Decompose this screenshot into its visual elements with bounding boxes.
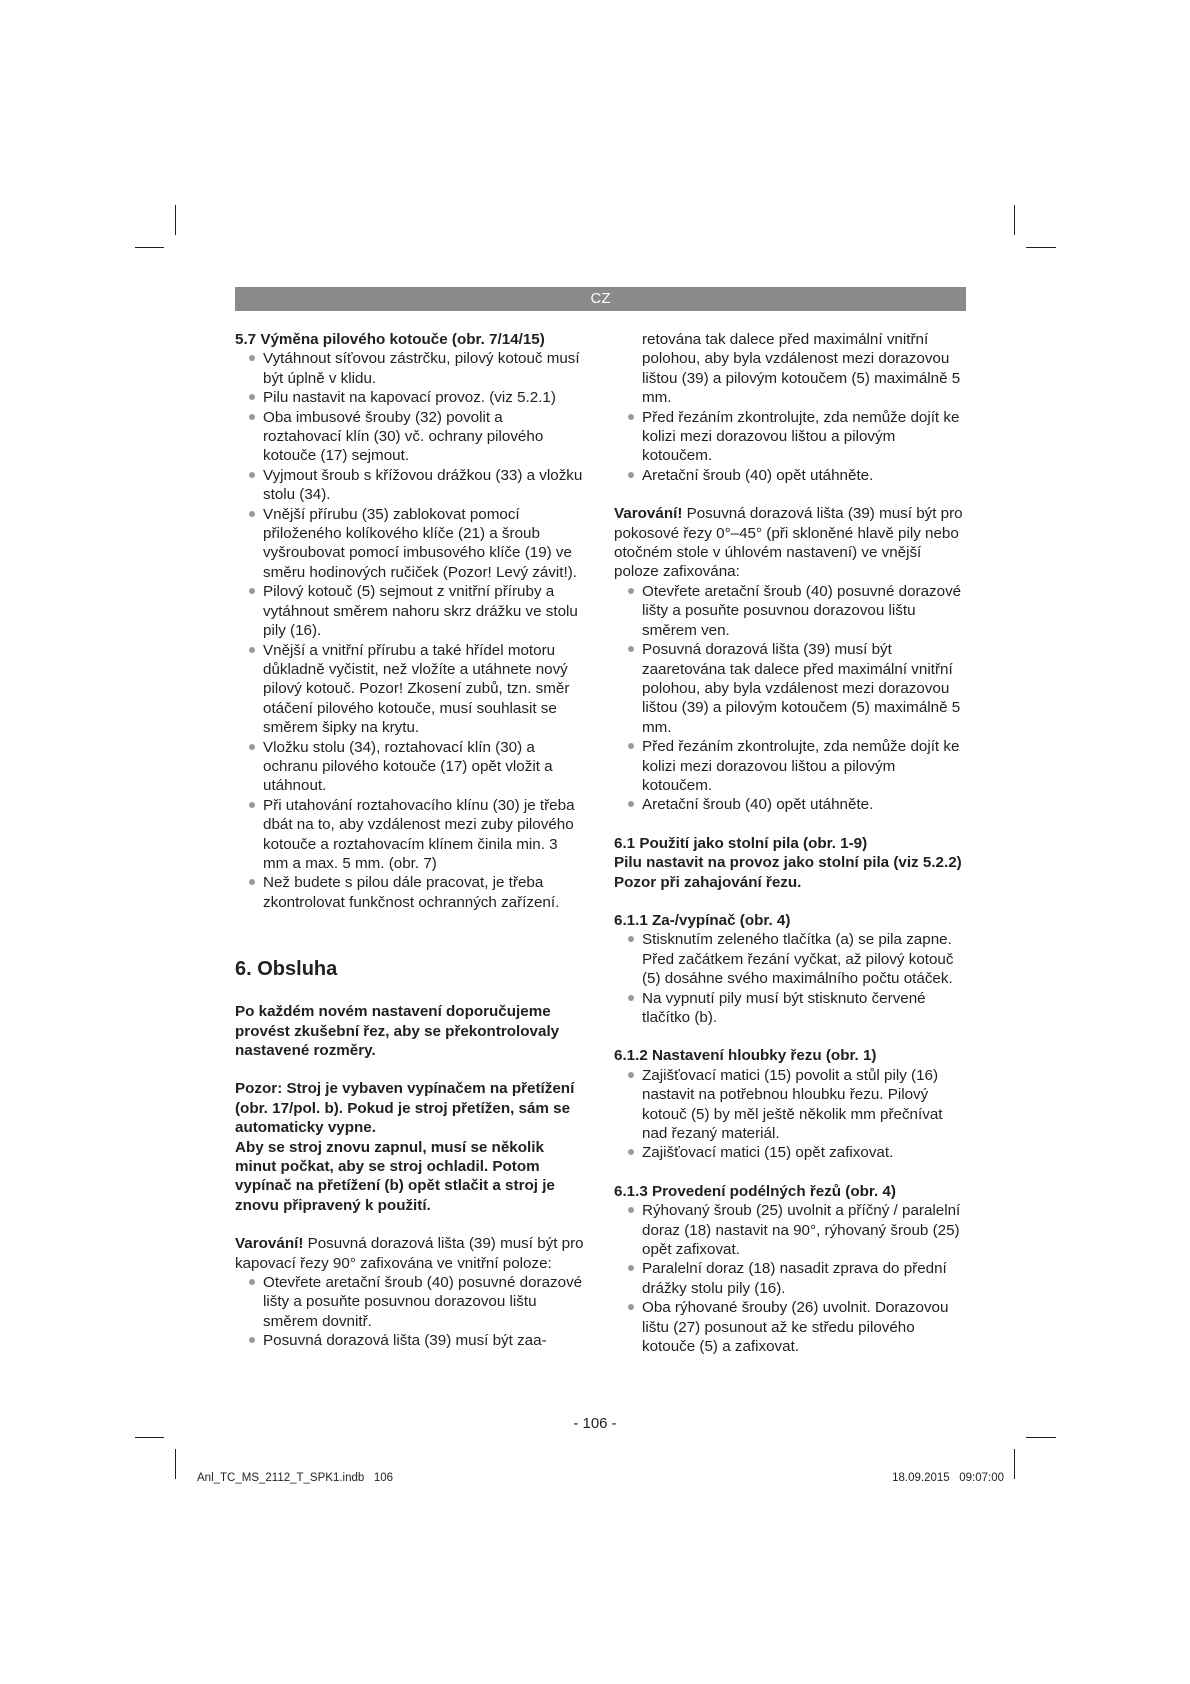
page-number: - 106 - [573,1415,617,1432]
list-item: Vyjmout šroub s křížovou drážkou (33) a vložku stolu (34). [235,466,585,505]
language-header-bar [235,287,966,311]
list-item: Posuvná dorazová lišta (39) musí být zaa- [235,1331,585,1350]
crop-mark [135,1437,164,1438]
crop-mark [175,205,176,235]
warning-label: Varování! [235,1235,304,1253]
list-item: Aretační šroub (40) opět utáhněte. [614,795,966,814]
section-6-1-1-list [614,930,966,1027]
list-item: Oba rýhované šrouby (26) uvolnit. Dorazovou lištu (27) posunout až ke středu pilového kotouče (5) a zafixovat. [614,1298,966,1356]
section-6-1-2-list [614,1066,966,1163]
section-6-1-heading: 6.1 Použití jako stolní pila (obr. 1-9) [614,834,868,852]
warning-label: Varování! [614,505,683,523]
list-item: Pilu nastavit na kapovací provoz. (viz 5.2.1) [235,388,585,407]
overload-notice: Pozor: Stroj je vybaven vypínačem na přetížení (obr. 17/pol. b). Pokud je stroj přetížen, sám se automaticky vypne. [235,1080,575,1137]
crop-mark [175,1449,176,1479]
crop-mark [1026,1437,1056,1438]
right-column [614,330,966,1357]
section-6-1-3-heading: 6.1.3 Provedení podélných řezů (obr. 4) [614,1182,896,1200]
section-6-1-caution: Pozor při zahajování řezu. [614,873,802,891]
list-item: Otevřete aretační šroub (40) posuvné dorazové lišty a posuňte posuvnou dorazovou lištu směrem dovnitř. [235,1273,585,1331]
list-item: Otevřete aretační šroub (40) posuvné dorazové lišty a posuňte posuvnou dorazovou lištu směrem ven. [614,582,966,640]
warning-paragraph [235,1234,585,1273]
warning-text: Posuvná dorazová lišta (39) musí být pro pokosové řezy 0°–45° (při skloněné hlavě pily nebo otočném stole v úhlovém nastavení) ve vnější poloze zafixována: [614,505,963,581]
list-item: Zajišťovací matici (15) povolit a stůl pily (16) nastavit na potřebnou hloubku řezu. Pilový kotouč (5) by měl ještě několik mm přečnívat nad řezaný materiál. [614,1066,966,1144]
list-item: Posuvná dorazová lišta (39) musí být zaaretována tak dalece před maximální vnitřní polohou, aby byla vzdálenost mezi dorazovou lištou (39) a pilovým kotoučem (5) maximálně 5 mm. [614,640,966,737]
section-6-heading: 6. Obsluha [235,958,338,981]
list-item: Před řezáním zkontrolujte, zda nemůže dojít ke kolizi mezi dorazovou lištou a pilovým kotoučem. [614,408,966,466]
section-6-1-1-heading: 6.1.1 Za-/vypínač (obr. 4) [614,911,791,929]
list-item: Rýhovaný šroub (25) uvolnit a příčný / paralelní doraz (18) nastavit na 90°, rýhovaný šroub (25) opět zafixovat. [614,1201,966,1259]
list-item: Než budete s pilou dále pracovat, je třeba zkontrolovat funkčnost ochranných zařízení. [235,873,585,912]
crop-mark [1014,1449,1015,1479]
list-item: Oba imbusové šrouby (32) povolit a roztahovací klín (30) vč. ochrany pilového kotouče (17) sejmout. [235,408,585,466]
list-item: Vytáhnout síťovou zástrčku, pilový kotouč musí být úplně v klidu. [235,349,585,388]
crop-mark [1014,205,1015,235]
section-6-1-2-heading: 6.1.2 Nastavení hloubky řezu (obr. 1) [614,1047,877,1065]
footer-timestamp: 18.09.2015 09:07:00 [892,1472,1004,1484]
footer-filename: Anl_TC_MS_2112_T_SPK1.indb 106 [197,1472,394,1484]
section-6-1-setup: Pilu nastavit na provoz jako stolní pila (viz 5.2.2) [614,854,962,872]
list-item: Před řezáním zkontrolujte, zda nemůže dojít ke kolizi mezi dorazovou lištou a pilovým kotoučem. [614,737,966,795]
section-5-7-heading: 5.7 Výměna pilového kotouče (obr. 7/14/15) [235,331,545,348]
warning-text: Posuvná dorazová lišta (39) musí být pro kapovací řezy 90° zafixována ve vnitřní poloze: [235,1235,584,1272]
warning-list [235,1273,585,1351]
section-6-1-3-list [614,1201,966,1356]
list-item: Vnější přírubu (35) zablokovat pomocí přiloženého kolíkového klíče (21) a šroub vyšroubovat pomocí imbusového klíče (19) ve směru hodinových ručiček (Pozor! Levý závit!). [235,505,585,583]
overload-restart-notice: Aby se stroj znovu zapnul, musí se několik minut počkat, aby se stroj ochladil. Potom vypínač na přetížení (b) opět stlačit a stroj je znovu připravený k použití. [235,1138,555,1214]
list-item: Paralelní doraz (18) nasadit zprava do přední drážky stolu pily (16). [614,1259,966,1298]
list-item: Pilový kotouč (5) sejmout z vnitřní příruby a vytáhnout směrem nahoru skrz drážku ve stolu pily (16). [235,582,585,640]
continued-list-text: retována tak dalece před maximální vnitřní polohou, aby byla vzdálenost mezi dorazovou lištou (39) a pilovým kotoučem (5) maximálně 5 mm. [642,331,961,407]
list-item: Vložku stolu (34), roztahovací klín (30) a ochranu pilového kotouče (17) opět vložit a utáhnout. [235,738,585,796]
crop-mark [135,247,164,248]
section-5-7-list [235,349,585,912]
left-column [235,330,585,1351]
list-item: Při utahování roztahovacího klínu (30) je třeba dbát na to, aby vzdálenost mezi zuby pilového kotouče a roztahovacím klínem činila min. 3 mm a max. 5 mm. (obr. 7) [235,796,585,874]
language-code: CZ [590,290,611,307]
list-item: Na vypnutí pily musí být stisknuto červené tlačítko (b). [614,989,966,1028]
list-item: Zajišťovací matici (15) opět zafixovat. [614,1143,966,1162]
list-item: Vnější a vnitřní přírubu a také hřídel motoru důkladně vyčistit, než vložíte a utáhnete nový pilový kotouč. Pozor! Zkosení zubů, tzn. směr otáčení pilového kotouče, musí souhlasit se směrem šipky na krytu. [235,641,585,738]
warning-list [614,582,966,815]
list-item: Stisknutím zeleného tlačítka (a) se pila zapne. Před začátkem řezání vyčkat, až pilový kotouč (5) dosáhne svého maximálního počtu otáček. [614,930,966,988]
crop-mark [1026,247,1056,248]
list-item: Aretační šroub (40) opět utáhněte. [614,466,966,485]
warning-paragraph [614,504,966,582]
continued-list [614,408,966,486]
section-6-intro: Po každém novém nastavení doporučujeme provést zkušební řez, aby se překontrolovaly nastavené rozměry. [235,1003,560,1059]
